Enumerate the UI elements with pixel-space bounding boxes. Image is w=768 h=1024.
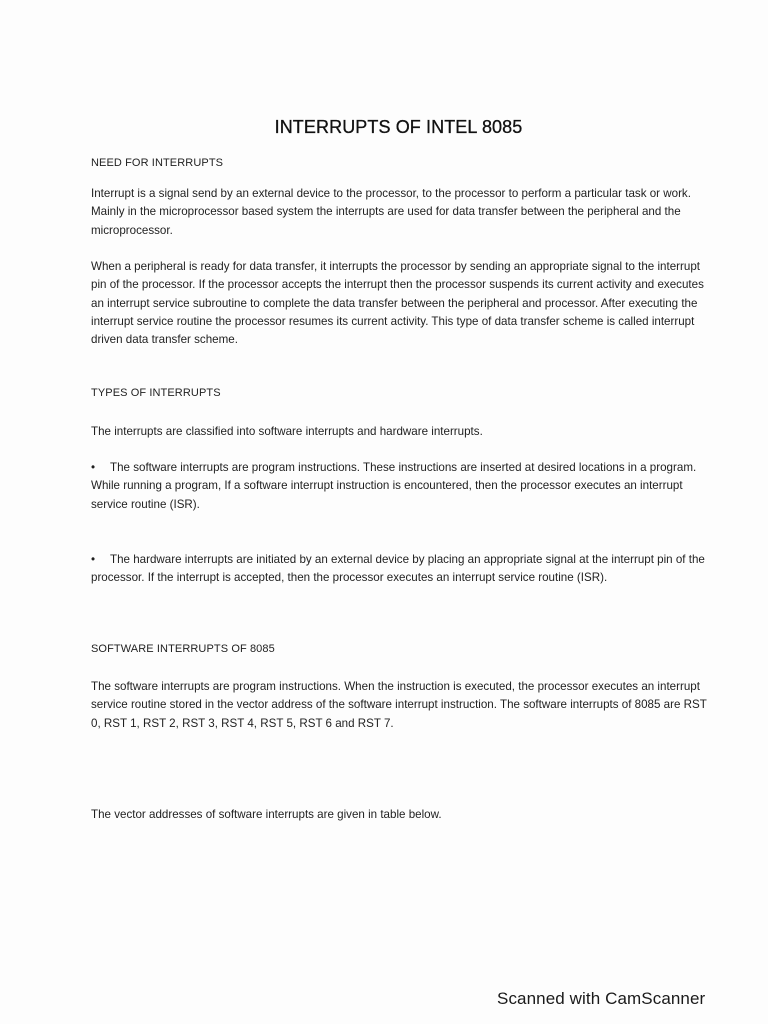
heading-need-for-interrupts: NEED FOR INTERRUPTS <box>91 157 224 169</box>
bullet-icon: • <box>91 461 96 474</box>
bullet-text: The hardware interrupts are initiated by an external device by placing an appropriate signal at the interrupt pin of the processor. If the interrupt is accepted, then the processor executes an interrupt service routine (ISR). <box>91 553 705 585</box>
bullet-icon: • <box>91 553 96 566</box>
paragraph-need-1: Interrupt is a signal send by an external device to the processor, to the processor to perform a particular task or work. Mainly in the microprocessor based system the interrupts are used for data transfer between the peripheral and the microprocessor. <box>91 187 691 237</box>
camscanner-watermark: Scanned with CamScanner <box>497 989 706 1008</box>
document-title: INTERRUPTS OF INTEL 8085 <box>274 117 523 137</box>
paragraph-types-intro: The interrupts are classified into software interrupts and hardware interrupts. <box>91 425 483 438</box>
paragraph-need-2: When a peripheral is ready for data transfer, it interrupts the processor by sending an appropriate signal to the interrupt pin of the processor. If the processor accepts the interrupt then the processor suspends its current activity and executes an interrupt service subroutine to complete the data transfer between the peripheral and processor. After executing the interrupt service routine the processor resumes its current activity. This type of data transfer scheme is called interrupt driven data transfer scheme. <box>91 260 704 347</box>
bullet-item-hardware <box>91 551 711 588</box>
heading-software-interrupts-8085: SOFTWARE INTERRUPTS OF 8085 <box>91 643 275 655</box>
paragraph-software: The software interrupts are program instructions. When the instruction is executed, the processor executes an interrupt service routine stored in the vector address of the software interrupt instruction. The software interrupts of 8085 are RST 0, RST 1, RST 2, RST 3, RST 4, RST 5, RST 6 and RST 7. <box>91 680 707 730</box>
paragraph-vector-note: The vector addresses of software interrupts are given in table below. <box>91 808 442 821</box>
heading-types-of-interrupts: TYPES OF INTERRUPTS <box>91 387 221 399</box>
bullet-text: The software interrupts are program instructions. These instructions are inserted at desired locations in a program. While running a program, If a software interrupt instruction is encountered, then the processor executes an interrupt service routine (ISR). <box>91 461 697 511</box>
bullet-item-software <box>91 459 711 514</box>
